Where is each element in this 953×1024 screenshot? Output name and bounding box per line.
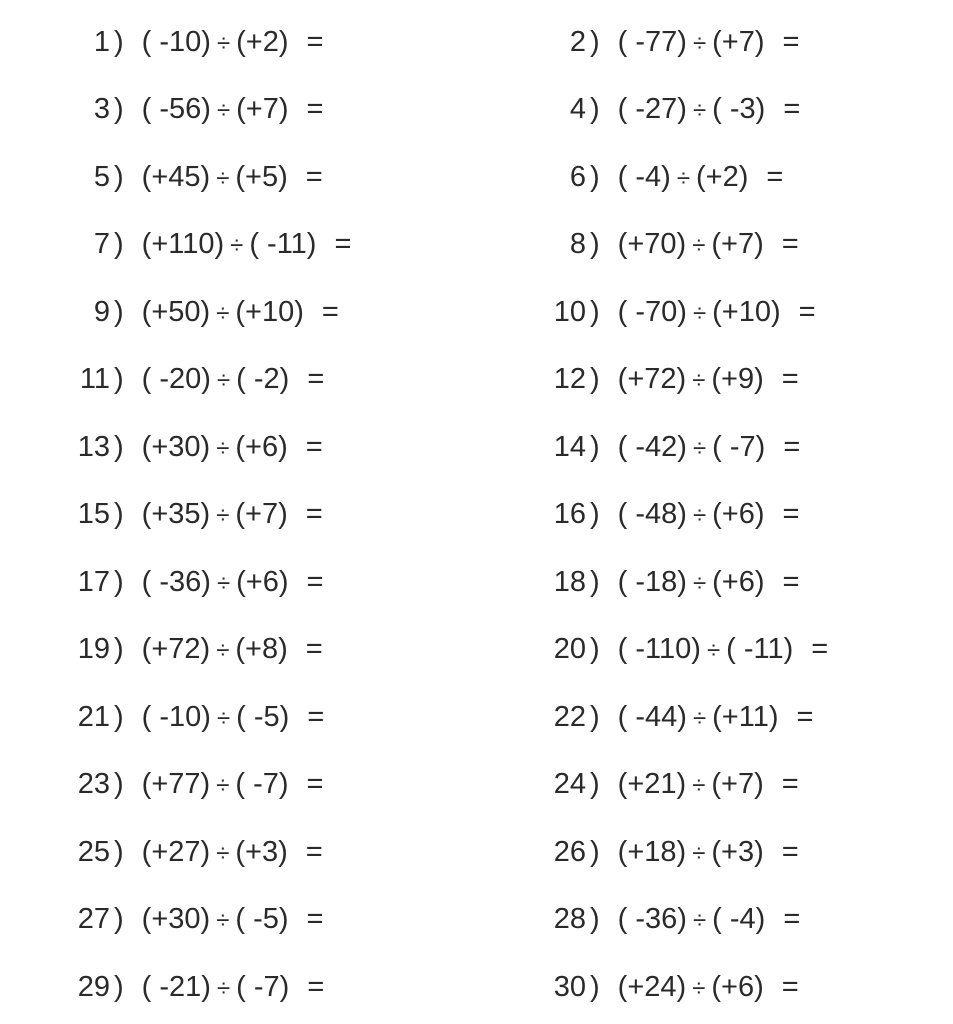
problem-2 [540,22,799,62]
dividend: (+30) [141,903,211,935]
equals-sign: = [305,835,323,868]
problem-number: 27 [77,903,110,935]
problem-number: 4 [569,93,586,125]
divide-sign-icon: ÷ [706,637,721,664]
equals-sign: = [781,970,799,1003]
divisor: ( -11) [726,633,794,665]
divisor: (+3) [235,835,288,868]
problem-15 [64,495,323,535]
problem-17 [64,562,323,602]
problem-number-suffix: ) [590,700,600,733]
problem-number-suffix: ) [114,970,124,1003]
equals-sign: = [305,160,323,193]
problem-number: 9 [93,295,110,328]
division-expression [618,498,765,531]
problem-7 [64,225,351,265]
divide-sign-icon: ÷ [216,502,230,529]
divisor: (+2) [696,160,749,193]
divide-sign-icon: ÷ [216,772,230,799]
problem-number-suffix: ) [590,768,600,800]
problem-number: 30 [553,970,586,1003]
divisor: ( -5) [235,903,289,935]
divisor: (+6) [236,565,289,598]
division-expression [142,228,317,261]
problem-number: 6 [569,160,586,193]
division-expression [618,633,794,666]
problem-number: 18 [553,565,586,598]
problem-number: 13 [77,430,110,463]
problem-number: 3 [93,93,110,125]
divisor: (+6) [711,970,764,1003]
dividend: ( -42) [617,430,687,463]
divisor: (+6) [712,565,765,598]
equals-sign: = [781,835,799,868]
division-expression [618,93,766,126]
problem-number-suffix: ) [114,903,124,935]
divide-sign-icon: ÷ [230,232,244,259]
divisor: ( -7) [712,430,766,463]
divide-sign-icon: ÷ [216,29,231,57]
problem-number-suffix: ) [590,835,600,868]
divide-sign-icon: ÷ [692,434,707,462]
dividend: ( -36) [617,903,687,935]
divisor: ( -7) [235,768,289,800]
divide-sign-icon: ÷ [216,637,230,664]
problem-10 [540,292,816,332]
problem-18 [540,562,799,602]
problem-number: 17 [77,565,110,598]
equals-sign: = [782,25,800,58]
problem-number: 16 [553,498,586,530]
division-expression [618,161,749,194]
divisor: (+10) [235,295,304,328]
division-expression [142,498,288,531]
problem-number-suffix: ) [114,160,124,193]
problem-number-suffix: ) [114,430,124,463]
division-expression [618,566,765,599]
divisor: (+10) [712,295,781,328]
problem-number: 29 [77,970,110,1003]
dividend: ( -70) [617,295,687,328]
dividend: (+110) [141,228,225,260]
divisor: (+7) [236,93,289,125]
equals-sign: = [798,295,816,328]
problem-number-suffix: ) [590,228,600,260]
divisor: ( -2) [236,363,290,395]
divide-sign-icon: ÷ [216,367,231,394]
equals-sign: = [766,160,784,193]
problem-number: 11 [79,363,110,395]
problem-4 [540,90,800,130]
divisor: (+6) [712,498,765,530]
equals-sign: = [783,430,801,463]
equals-sign: = [307,700,325,733]
problem-number-suffix: ) [114,835,124,868]
division-expression [618,903,766,936]
dividend: ( -10) [141,700,211,733]
problem-8 [540,225,799,265]
equals-sign: = [334,228,352,260]
problem-number: 1 [93,25,110,58]
equals-sign: = [321,295,339,328]
problem-28 [540,900,800,940]
dividend: (+45) [141,160,211,193]
dividend: (+18) [617,835,687,868]
equals-sign: = [307,970,325,1003]
problem-9 [64,292,339,332]
division-expression [618,296,781,329]
problem-number: 14 [553,430,586,463]
equals-sign: = [781,768,799,800]
division-expression [142,566,289,599]
divisor: ( -4) [712,903,766,935]
problem-number: 8 [569,228,586,260]
problem-number-suffix: ) [590,160,600,193]
division-expression [142,836,288,869]
problem-3 [64,90,323,130]
problem-19 [64,630,323,670]
problem-26 [540,832,799,872]
problem-number-suffix: ) [114,25,124,58]
divide-sign-icon: ÷ [692,839,706,867]
problem-number: 21 [77,700,110,733]
problem-11 [64,360,324,400]
problem-number-suffix: ) [590,565,600,598]
problem-12 [540,360,799,400]
dividend: (+72) [617,363,687,395]
divide-sign-icon: ÷ [692,502,707,529]
equals-sign: = [811,633,829,665]
problem-number-suffix: ) [114,498,124,530]
divide-sign-icon: ÷ [216,434,230,462]
problem-number: 12 [553,363,586,395]
division-expression [142,903,289,936]
division-expression [142,26,289,59]
problem-24 [540,765,799,805]
divide-sign-icon: ÷ [692,367,706,394]
divisor: (+9) [711,363,764,395]
division-expression [618,26,765,59]
dividend: (+77) [141,768,211,800]
divisor: ( -7) [236,970,290,1003]
divisor: (+7) [712,25,765,58]
divide-sign-icon: ÷ [692,97,707,124]
dividend: (+24) [617,970,687,1003]
equals-sign: = [783,93,801,125]
dividend: ( -44) [617,700,687,733]
problem-number-suffix: ) [590,93,600,125]
divide-sign-icon: ÷ [216,97,231,124]
problem-number: 22 [553,700,586,733]
division-expression [142,296,304,329]
dividend: ( -20) [141,363,211,395]
problem-number: 24 [553,768,586,800]
problem-number: 7 [93,228,110,260]
problem-number: 19 [77,633,110,665]
divide-sign-icon: ÷ [692,974,706,1002]
dividend: ( -36) [141,565,211,598]
dividend: (+50) [141,295,211,328]
dividend: ( -56) [141,93,211,125]
problem-5 [64,157,323,197]
equals-sign: = [307,363,325,395]
divisor: (+8) [235,633,288,665]
equals-sign: = [783,903,801,935]
division-expression [618,431,766,464]
divisor: (+7) [235,498,288,530]
problem-14 [540,427,800,467]
divide-sign-icon: ÷ [692,232,706,259]
dividend: (+72) [141,633,211,665]
divide-sign-icon: ÷ [216,569,231,597]
divisor: ( -3) [712,93,766,125]
problem-6 [540,157,783,197]
problem-21 [64,697,324,737]
divisor: (+2) [236,25,289,58]
divide-sign-icon: ÷ [692,704,707,732]
problem-number-suffix: ) [590,633,600,665]
division-expression [142,363,290,396]
equals-sign: = [306,768,324,800]
division-expression [142,431,288,464]
problem-1 [64,22,323,62]
problem-29 [64,967,324,1007]
problem-number-suffix: ) [590,430,600,463]
problem-number: 26 [553,835,586,868]
divisor: (+7) [711,228,764,260]
problem-number: 5 [93,160,110,193]
problem-16 [540,495,799,535]
division-expression [142,971,290,1004]
problem-number: 20 [553,633,586,665]
divide-sign-icon: ÷ [692,907,707,934]
division-expression [618,701,779,734]
problem-25 [64,832,323,872]
divide-sign-icon: ÷ [692,29,707,57]
equals-sign: = [306,903,324,935]
divisor: (+3) [711,835,764,868]
division-expression [618,228,764,261]
divisor: ( -11) [249,228,317,260]
divisor: (+5) [235,160,288,193]
divide-sign-icon: ÷ [216,974,231,1002]
dividend: ( -21) [141,970,211,1003]
dividend: (+70) [617,228,687,260]
problem-number: 25 [77,835,110,868]
divide-sign-icon: ÷ [216,164,230,192]
problem-number-suffix: ) [590,25,600,58]
division-expression [142,161,288,194]
problem-number-suffix: ) [114,565,124,598]
division-expression [618,363,764,396]
divide-sign-icon: ÷ [676,164,691,192]
problem-number: 10 [553,295,586,328]
divide-sign-icon: ÷ [692,299,707,327]
division-expression [618,768,764,801]
equals-sign: = [782,565,800,598]
equals-sign: = [305,498,323,530]
divide-sign-icon: ÷ [692,772,706,799]
dividend: (+21) [617,768,687,800]
divisor: ( -5) [236,700,290,733]
equals-sign: = [306,25,324,58]
problem-23 [64,765,323,805]
problem-22 [540,697,813,737]
problem-number-suffix: ) [590,903,600,935]
equals-sign: = [305,430,323,463]
problem-27 [64,900,323,940]
equals-sign: = [306,565,324,598]
dividend: ( -10) [141,25,211,58]
divide-sign-icon: ÷ [216,907,230,934]
division-expression [142,768,289,801]
divisor: (+11) [712,700,779,733]
divide-sign-icon: ÷ [216,299,230,327]
problem-number-suffix: ) [114,768,124,800]
problem-number-suffix: ) [590,295,600,328]
problem-number: 15 [77,498,110,530]
equals-sign: = [305,633,323,665]
dividend: ( -18) [617,565,687,598]
divisor: (+7) [711,768,764,800]
problem-number-suffix: ) [114,633,124,665]
division-expression [142,701,290,734]
problem-number-suffix: ) [114,363,124,395]
equals-sign: = [781,228,799,260]
division-expression [142,633,288,666]
equals-sign: = [782,498,800,530]
dividend: (+35) [141,498,211,530]
divide-sign-icon: ÷ [216,839,230,867]
dividend: ( -48) [617,498,687,530]
problem-20 [540,630,828,670]
equals-sign: = [781,363,799,395]
problem-number: 2 [569,25,586,58]
equals-sign: = [306,93,324,125]
problem-number-suffix: ) [590,498,600,530]
problem-number: 23 [77,768,110,800]
divide-sign-icon: ÷ [692,569,707,597]
problem-number-suffix: ) [590,970,600,1003]
divide-sign-icon: ÷ [216,704,231,732]
division-expression [618,836,764,869]
dividend: ( -4) [617,160,671,193]
problem-13 [64,427,323,467]
divisor: (+6) [235,430,288,463]
problem-number-suffix: ) [114,700,124,733]
dividend: ( -27) [617,93,687,125]
dividend: (+30) [141,430,211,463]
problem-number: 28 [553,903,586,935]
dividend: ( -110) [617,633,701,665]
equals-sign: = [796,700,814,733]
dividend: ( -77) [617,25,687,58]
problem-number-suffix: ) [590,363,600,395]
problem-30 [540,967,799,1007]
division-expression [618,971,764,1004]
problem-number-suffix: ) [114,295,124,328]
problem-number-suffix: ) [114,93,124,125]
division-expression [142,93,289,126]
problem-number-suffix: ) [114,228,124,260]
dividend: (+27) [141,835,211,868]
